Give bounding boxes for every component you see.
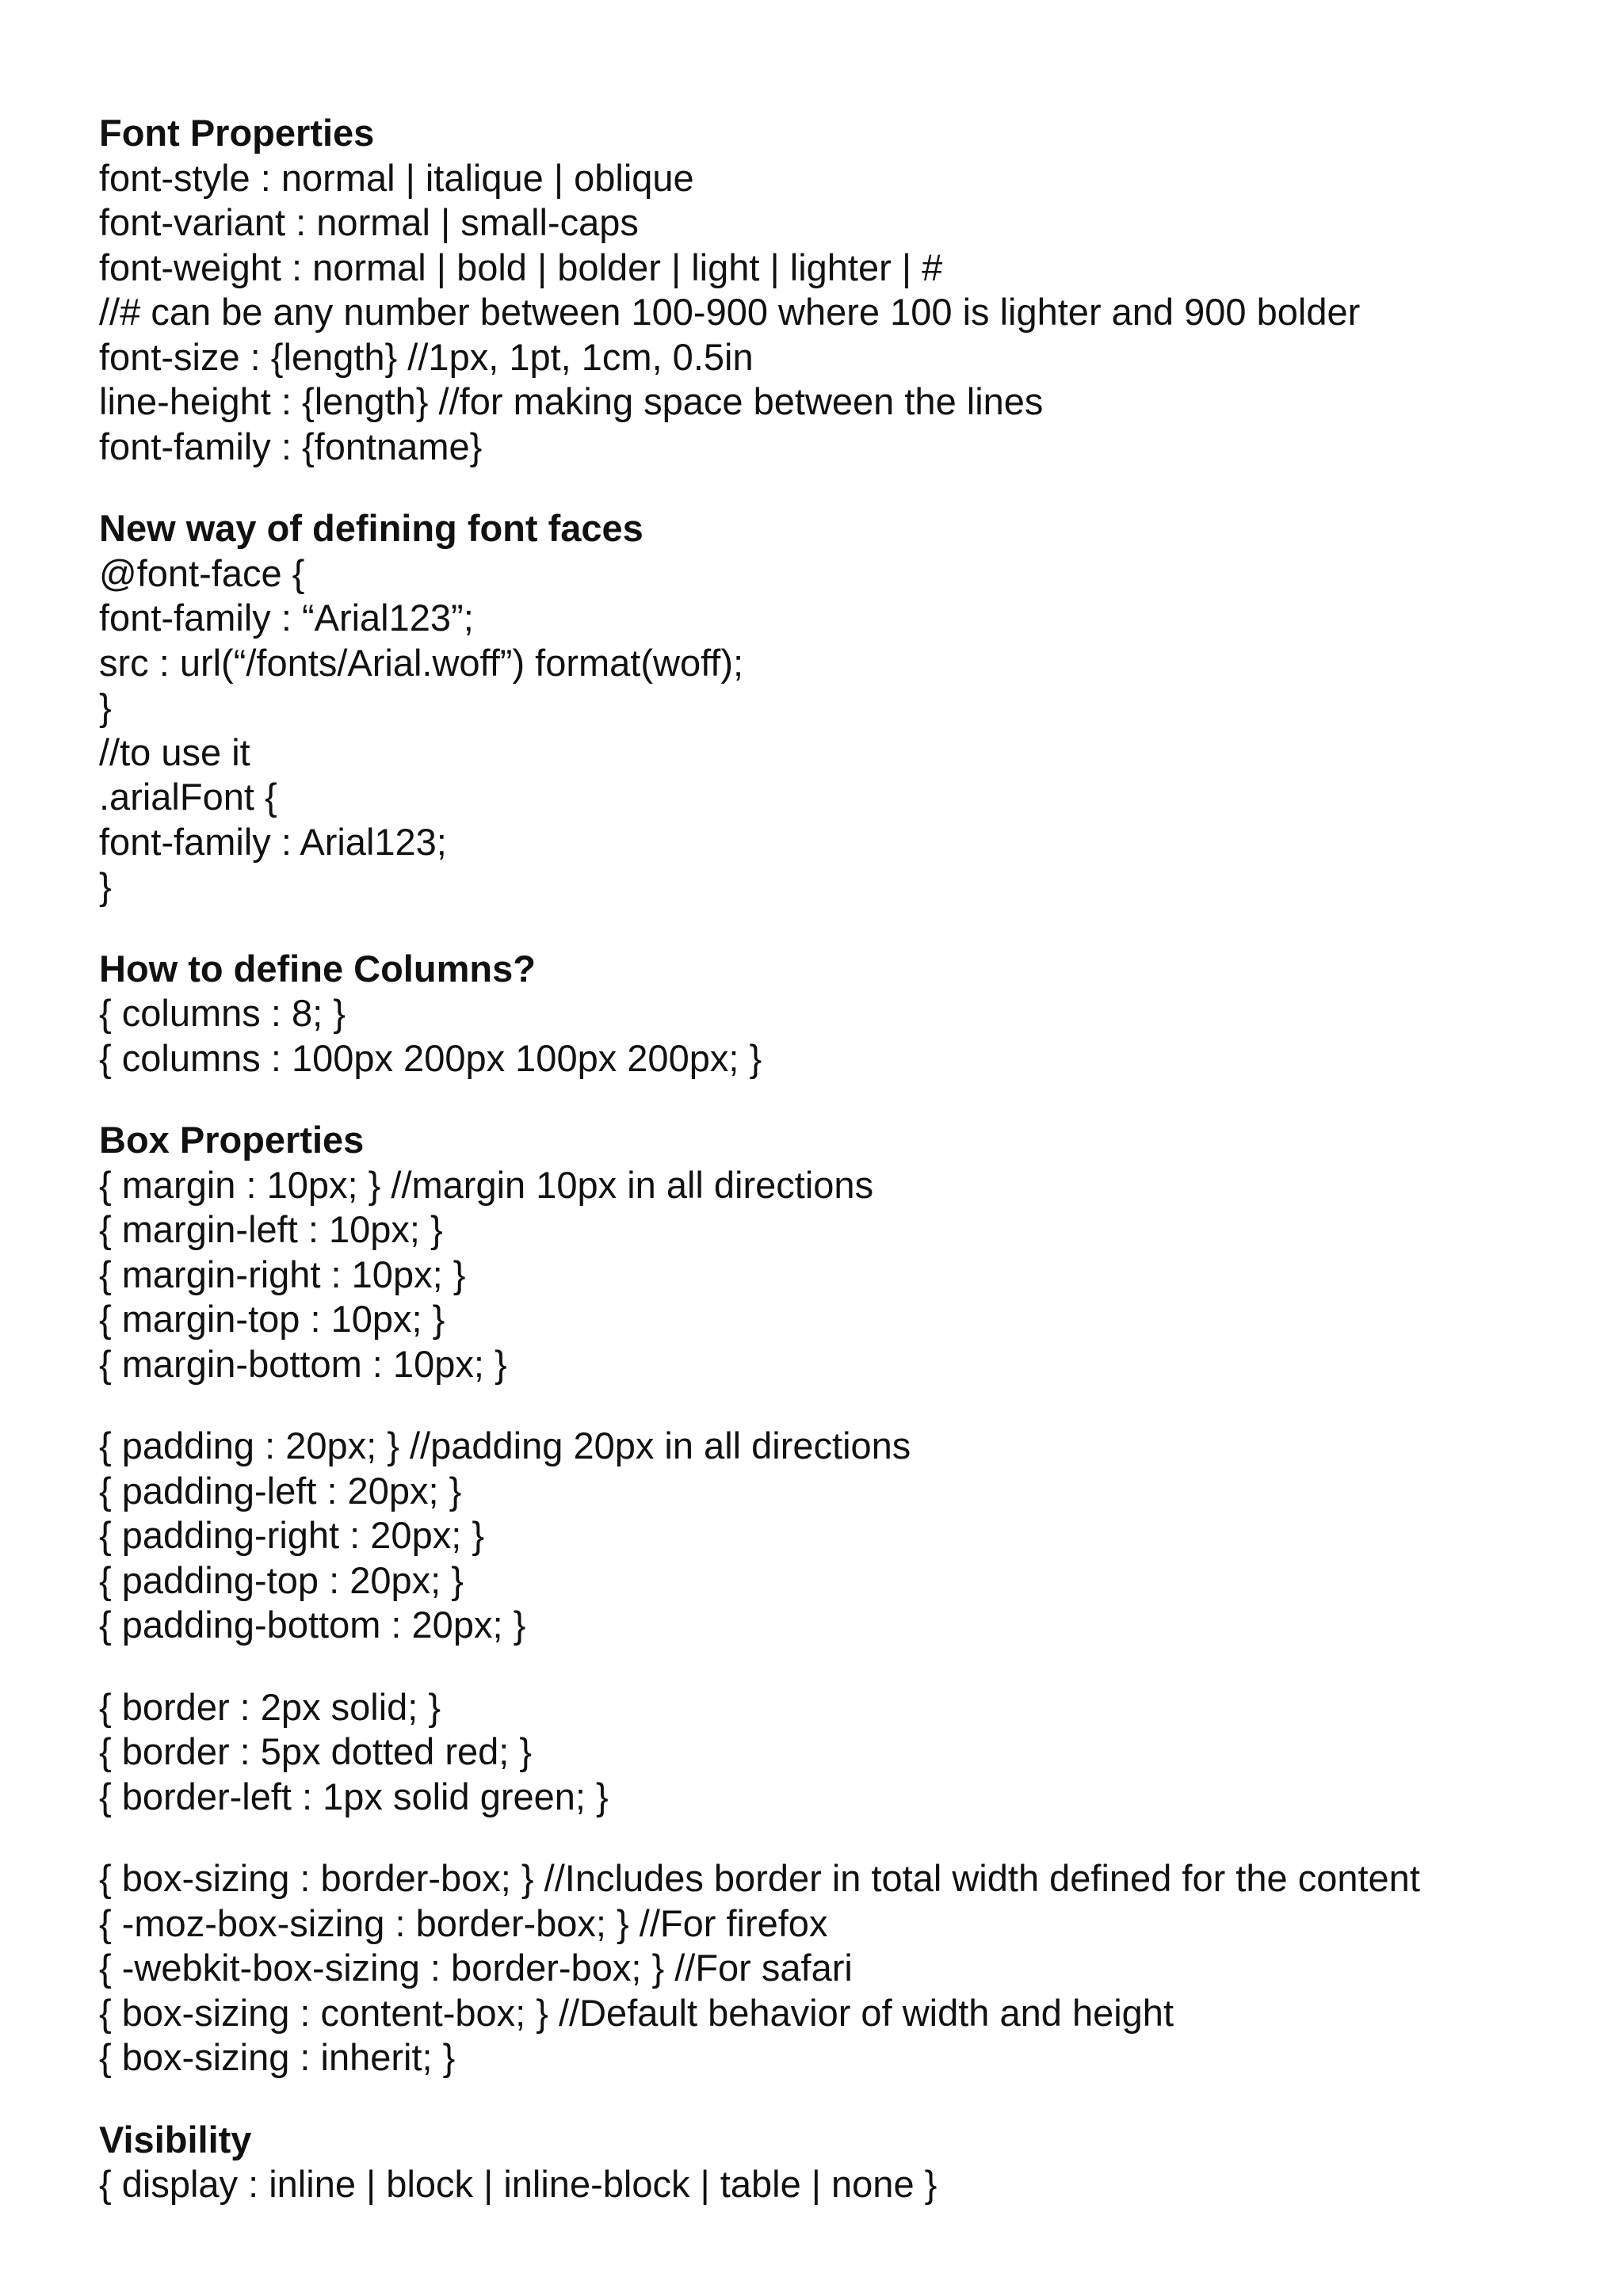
section <box>99 2118 1589 2207</box>
text-line: { border : 5px dotted red; } <box>99 1730 533 1772</box>
text-line: { border-left : 1px solid green; } <box>99 1775 609 1817</box>
text-line: { padding-left : 20px; } <box>99 1469 462 1512</box>
text-line: { padding : 20px; } //padding 20px in all directions <box>99 1425 911 1466</box>
text-line: { box-sizing : inherit; } <box>99 2036 456 2078</box>
line-group <box>99 1163 1589 1387</box>
text-line: //to use it <box>99 730 250 773</box>
text-line: //# can be any number between 100-900 where 100 is lighter and 900 bolder <box>99 291 1361 333</box>
text-line: { margin-bottom : 10px; } <box>99 1342 507 1385</box>
text-line: { display : inline | block | inline-block | table | none } <box>99 2163 938 2205</box>
text-line: line-height : {length} //for making space between the lines <box>99 380 1044 422</box>
text-line: { margin-top : 10px; } <box>99 1298 445 1340</box>
section <box>99 947 1589 1081</box>
line-group <box>99 156 1589 470</box>
text-line: { margin-left : 10px; } <box>99 1208 443 1250</box>
text-line: font-size : {length} //1px, 1pt, 1cm, 0.5in <box>99 335 754 378</box>
text-line: src : url(“/fonts/Arial.woff”) format(woff); <box>99 641 744 684</box>
text-line: { padding-right : 20px; } <box>99 1514 485 1556</box>
text-line: @font-face { <box>99 551 305 594</box>
text-line: { padding-top : 20px; } <box>99 1558 464 1601</box>
text-line: { -moz-box-sizing : border-box; } //For firefox <box>99 1901 828 1944</box>
section-heading: How to define Columns? <box>99 947 536 990</box>
line-group <box>99 551 1589 910</box>
text-line: font-family : “Arial123”; <box>99 597 474 639</box>
line-group <box>99 1424 1589 1648</box>
text-line: font-family : {fontname} <box>99 425 483 467</box>
text-line: font-family : Arial123; <box>99 820 447 863</box>
text-line: } <box>99 865 112 907</box>
text-line: { margin : 10px; } //margin 10px in all directions <box>99 1163 874 1206</box>
text-line: { padding-bottom : 20px; } <box>99 1604 526 1646</box>
text-line: { columns : 100px 200px 100px 200px; } <box>99 1036 762 1079</box>
text-line: font-variant : normal | small-caps <box>99 201 639 243</box>
line-group <box>99 1685 1589 1820</box>
section-heading: Font Properties <box>99 112 375 154</box>
line-group <box>99 991 1589 1081</box>
text-line: { -webkit-box-sizing : border-box; } //For safari <box>99 1947 853 1989</box>
text-line: .arialFont { <box>99 776 277 818</box>
line-group <box>99 2162 1589 2207</box>
document-page <box>99 111 1589 2207</box>
text-line: { margin-right : 10px; } <box>99 1253 466 1295</box>
section <box>99 111 1589 469</box>
section <box>99 506 1589 910</box>
text-line: font-style : normal | italique | oblique <box>99 156 694 199</box>
text-line: { box-sizing : content-box; } //Default behavior of width and height <box>99 1991 1174 2034</box>
section <box>99 1118 1589 2081</box>
text-line: { columns : 8; } <box>99 992 346 1034</box>
section-heading: Visibility <box>99 2118 252 2161</box>
text-line: } <box>99 686 112 728</box>
text-line: { box-sizing : border-box; } //Includes border in total width defined for the content <box>99 1857 1420 1899</box>
line-group <box>99 1856 1589 2081</box>
text-line: font-weight : normal | bold | bolder | light | lighter | # <box>99 246 943 288</box>
section-heading: New way of defining font faces <box>99 507 643 549</box>
text-line: { border : 2px solid; } <box>99 1685 441 1728</box>
section-heading: Box Properties <box>99 1119 365 1161</box>
